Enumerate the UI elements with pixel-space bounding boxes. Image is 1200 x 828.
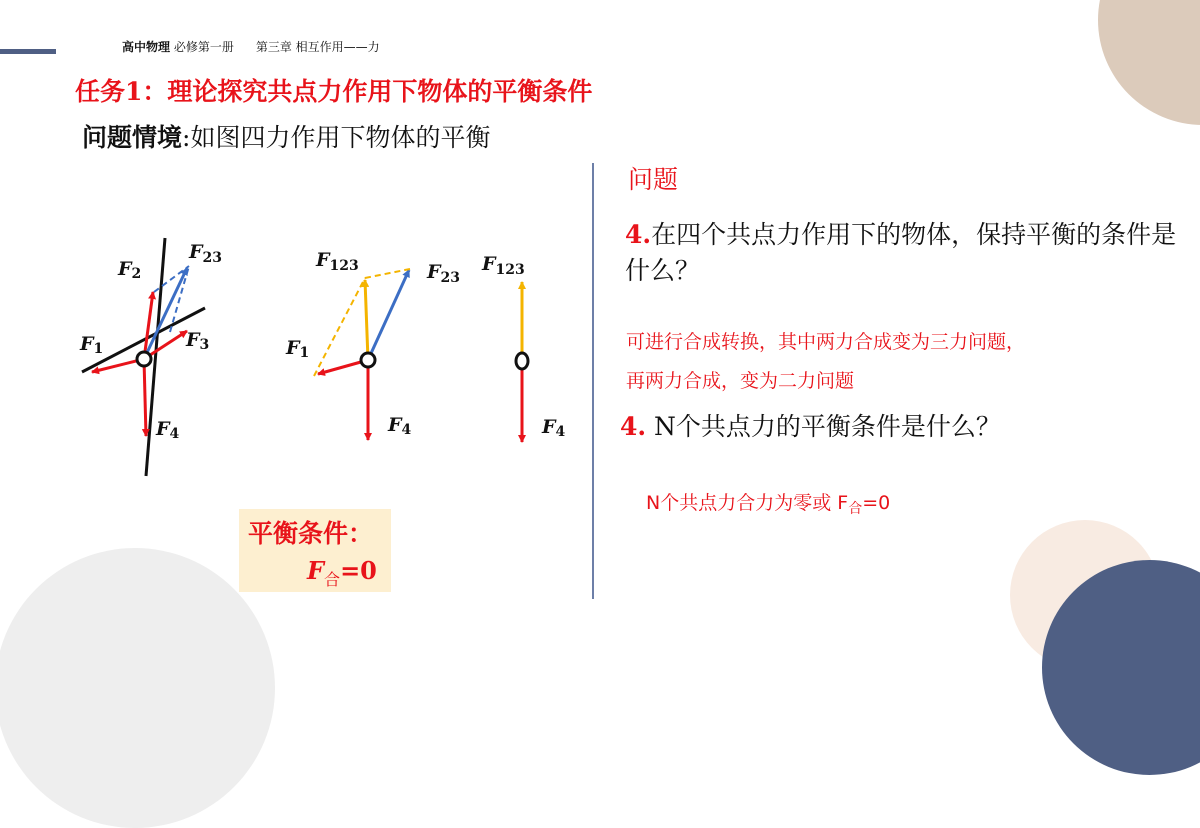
answer-text: N个共点力合力为零或 F [646, 492, 849, 514]
label-f3: F3 [186, 329, 210, 353]
condition-symbol: F [307, 556, 325, 585]
object-point [361, 353, 375, 367]
label-f4: F4 [388, 414, 412, 438]
label-f23: $F_{23}$ [427, 261, 460, 286]
label-f2: F2 [118, 258, 142, 282]
question-2 [620, 407, 1001, 443]
decor-circle-bottom-left [0, 548, 275, 828]
condition-equation [307, 556, 377, 590]
question-2-number: 4. [620, 412, 647, 441]
diagram-two-forces [481, 253, 566, 442]
task-title: 任务1：理论探究共点力作用下物体的平衡条件 [75, 77, 593, 106]
label-f1: F1 [286, 337, 310, 361]
label-f123: $F_{123}$ [316, 249, 359, 274]
header-book: 必修第一册 [173, 40, 234, 54]
answer-sub: 合 [848, 501, 863, 517]
force-diagrams [0, 0, 600, 500]
answer-tail: =0 [862, 492, 891, 514]
object-point [516, 353, 528, 369]
force-f123-arrow [365, 280, 368, 360]
question-1-number: 4. [625, 220, 652, 249]
header-chapter: 第三章 相互作用——力 [255, 40, 380, 54]
diagram-three-forces [285, 249, 460, 440]
decor-circle-top-right [1098, 0, 1200, 125]
column-divider [592, 163, 594, 599]
question-1-text: 在四个共点力作用下的物体，保持平衡的条件是什么？ [625, 220, 1177, 285]
question-1 [625, 217, 1195, 289]
force-f4-arrow [144, 359, 146, 436]
condition-sub: 合 [324, 570, 341, 589]
question-2-text: N个共点力的平衡条件是什么？ [646, 412, 1001, 441]
condition-tail: =0 [340, 556, 377, 585]
diagram-four-forces [79, 238, 222, 476]
context-text: :如图四力作用下物体的平衡 [182, 123, 491, 152]
label-f23: $F_{23}$ [189, 241, 222, 266]
parallelogram-edge [154, 266, 189, 292]
question-1-hint [626, 323, 1025, 401]
condition-title: 平衡条件： [248, 519, 374, 548]
hint-line-1: 可进行合成转换，其中两力合成变为三力问题， [626, 331, 1026, 353]
hint-line-2: 再两力合成，变为二力问题 [626, 370, 855, 392]
questions-heading: 问题 [628, 165, 679, 194]
label-f123: $F_{123}$ [482, 253, 525, 278]
context-label: 问题情境 [82, 123, 183, 152]
header-subject: 高中物理 [122, 40, 171, 54]
object-point [137, 352, 151, 366]
label-f4: F4 [542, 416, 566, 440]
label-f4: F4 [156, 418, 180, 442]
parallelogram-edge [365, 269, 410, 278]
question-2-answer [646, 488, 890, 518]
parallelogram-edge [314, 278, 365, 376]
label-f1: F1 [80, 333, 104, 357]
force-f23-arrow [368, 270, 409, 360]
